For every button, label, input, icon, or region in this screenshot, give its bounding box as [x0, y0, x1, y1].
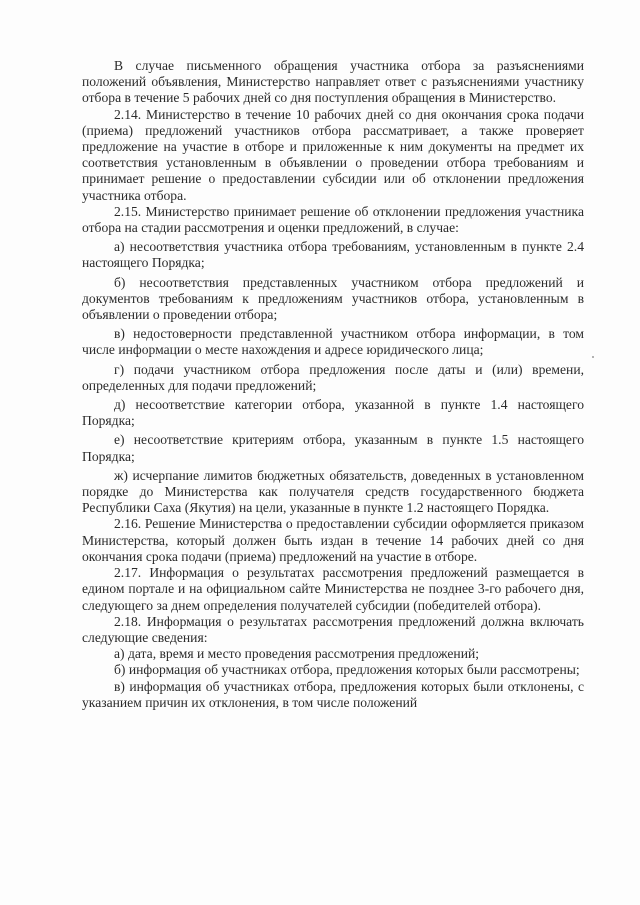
list-item-2-18-b: б) информация об участниках отбора, предложения которых были рассмотрены;	[114, 662, 580, 678]
list-item-2-15-b: б) несоответствия представленных участником отбора предложений и документов требованиям к предложениям участников отбора, установленным в объявлении о проведении отбора;	[82, 274, 584, 323]
paragraph-clarification-response: В случае письменного обращения участника отбора за разъяснениями положений объявления, Министерство направляет ответ с разъяснениями участнику отбора в течение 5 рабочих дней со дня поступления обращения в Министерство.	[82, 58, 584, 106]
list-item-2-15-zh: ж) исчерпание лимитов бюджетных обязательств, доведенных в установленном порядке до Министерства как получателя средств государственного бюджета Республики Саха (Якутия) на цели, указанные в пункте 1.2 настоящего Порядка.	[82, 467, 584, 516]
list-item-2-18-v: в) информация об участниках отбора, предложения которых были отклонены, с указанием причин их отклонения, в том числе положений	[82, 678, 584, 710]
list-item-2-15-e: е) несоответствие критериям отбора, указанным в пункте 1.5 настоящего Порядка;	[82, 432, 584, 464]
list-item-2-15-g: г) подачи участником отбора предложения после даты и (или) времени, определенных для подачи предложений;	[82, 361, 584, 393]
paragraph-2-15: 2.15. Министерство принимает решение об отклонении предложения участника отбора на стадии рассмотрения и оценки предложений, в случае:	[82, 203, 584, 236]
list-item-2-15-d: д) несоответствие категории отбора, указанной в пункте 1.4 настоящего Порядка;	[82, 397, 584, 429]
paragraph-2-18: 2.18. Информация о результатах рассмотрения предложений должна включать следующие сведения:	[82, 613, 584, 645]
paragraph-2-16: 2.16. Решение Министерства о предоставлении субсидии оформляется приказом Министерства, который должен быть издан в течение 14 рабочих дней со дня окончания срока подачи (приема) предложений на участие в отборе.	[82, 516, 584, 564]
paragraph-2-17: 2.17. Информация о результатах рассмотрения предложений размещается в едином портале и на официальном сайте Министерства не позднее 3-го рабочего дня, следующего за днем определения получателей субсидии (победителей отбора).	[82, 565, 584, 613]
list-item-2-18-a: а) дата, время и место проведения рассмотрения предложений;	[114, 646, 480, 662]
paragraph-2-14: 2.14. Министерство в течение 10 рабочих дней со дня окончания срока подачи (приема) предложений участников отбора рассматривает, а также проверяет предложение на участие в отборе и приложенные к ним документы на предмет их соответствия установленным в объявлении о проведении отбора требованиям и принимает решение о предоставлении субсидии или об отклонении предложения участника отбора.	[82, 106, 584, 203]
list-item-2-15-a: а) несоответствия участника отбора требованиям, установленным в пункте 2.4 настоящего Порядка;	[82, 239, 584, 271]
document-body	[82, 58, 584, 711]
list-item-2-15-v: в) недостоверности представленной участником отбора информации, в том числе информации о месте нахождения и адресе юридического лица;	[82, 326, 584, 358]
scan-speck	[592, 356, 594, 358]
